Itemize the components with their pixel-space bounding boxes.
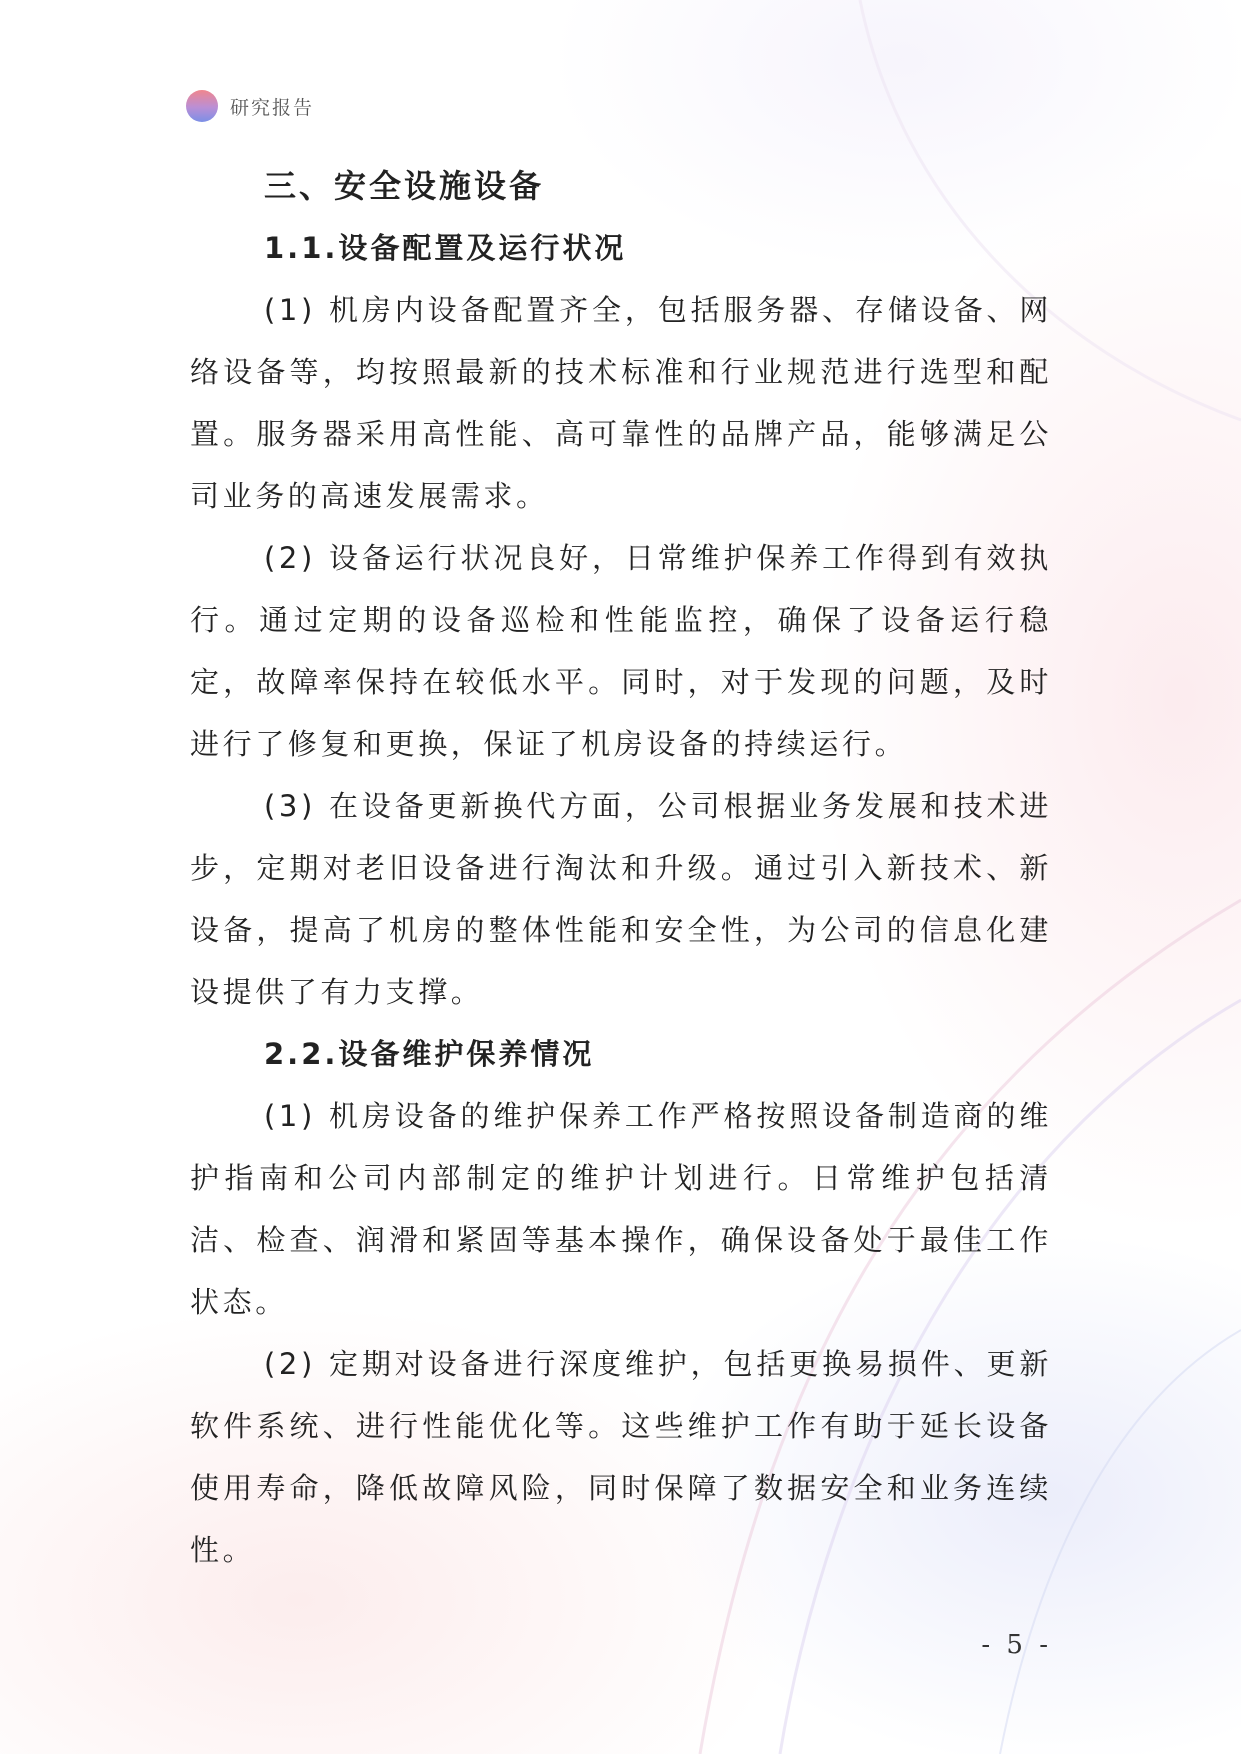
subsection-1-title: 1.1.设备配置及运行状况 [264,231,627,265]
subsection-2-title: 2.2.设备维护保养情况 [264,1037,595,1071]
paragraph: (3) 在设备更新换代方面，公司根据业务发展和技术进步，定期对老旧设备进行淘汰和升级。通过引入新技术、新设备，提高了机房的整体性能和安全性，为公司的信息化建设提供了有力支撑。 [190,789,1052,1009]
document-body [190,155,1052,1581]
section-title: 三、安全设施设备 [264,167,545,205]
report-header [186,89,314,123]
report-logo-icon [186,90,218,122]
header-label: 研究报告 [230,96,315,119]
paragraph: (1) 机房设备的维护保养工作严格按照设备制造商的维护指南和公司内部制定的维护计划进行。日常维护包括清洁、检查、润滑和紧固等基本操作，确保设备处于最佳工作状态。 [190,1099,1052,1319]
paragraph: (2) 定期对设备进行深度维护，包括更换易损件、更新软件系统、进行性能优化等。这些维护工作有助于延长设备使用寿命，降低故障风险，同时保障了数据安全和业务连续性。 [190,1347,1052,1567]
paragraph: (1) 机房内设备配置齐全，包括服务器、存储设备、网络设备等，均按照最新的技术标准和行业规范进行选型和配置。服务器采用高性能、高可靠性的品牌产品，能够满足公司业务的高速发展需求。 [190,293,1052,513]
paragraph: (2) 设备运行状况良好，日常维护保养工作得到有效执行。通过定期的设备巡检和性能监控，确保了设备运行稳定，故障率保持在较低水平。同时，对于发现的问题，及时进行了修复和更换，保证了机房设备的持续运行。 [190,541,1052,761]
page-number: - 5 - [981,1630,1052,1660]
